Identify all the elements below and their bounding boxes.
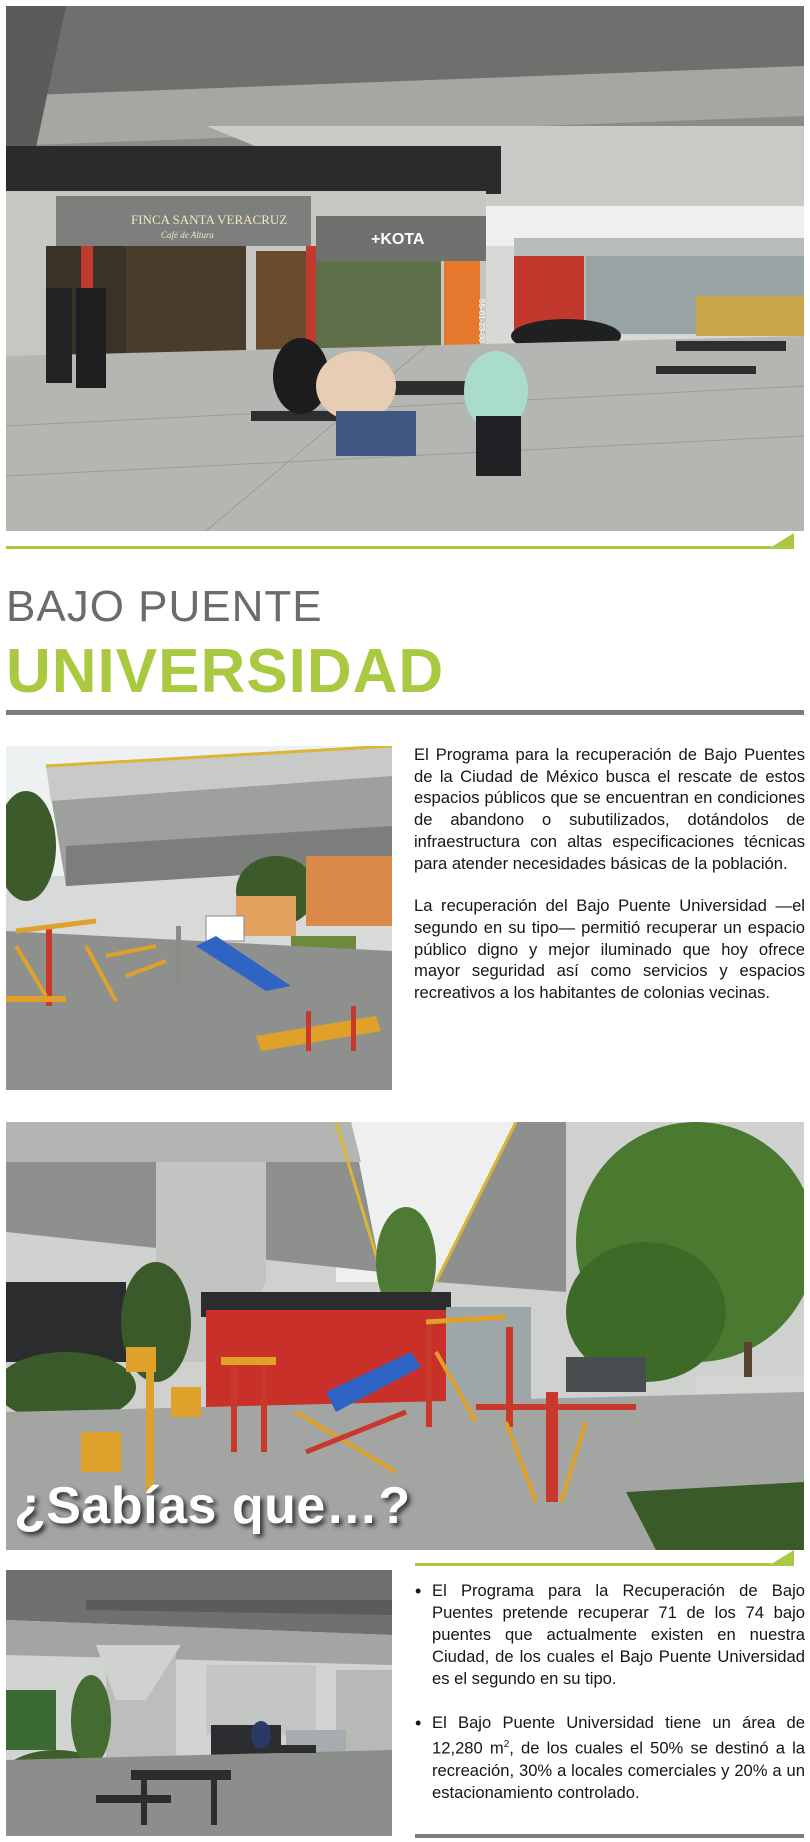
- divider-green-facts: [415, 1563, 771, 1566]
- intro-text: [414, 744, 805, 1025]
- photo-playground: [6, 746, 392, 1090]
- sign-cafe-text: FINCA SANTA VERACRUZ: [131, 212, 288, 227]
- page-title-line2: UNIVERSIDAD: [6, 637, 445, 706]
- intro-paragraph-1: El Programa para la recuperación de Bajo Puentes de la Ciudad de México busca el rescate de estos espacios públicos que se encuentran en condiciones de abandono o subutilizados, dotándolos de infraestructura con altas especificaciones técnicas para atender necesidades básicas de la población.: [414, 745, 805, 873]
- photo-playground-drawing: [6, 746, 392, 1090]
- fact-item-2-text-a: El Bajo Puente Universidad tiene un área de 12,280 m: [432, 1713, 805, 1758]
- sabias-que-heading: ¿Sabías que…?: [14, 1477, 411, 1535]
- photo-cafe-drawing: [6, 6, 804, 531]
- divider-green-facts-arrow: [768, 1550, 794, 1566]
- fact-item-2-superscript: 2: [503, 1739, 510, 1750]
- photo-tables: [6, 1570, 392, 1836]
- page-title-line1: BAJO PUENTE: [6, 582, 323, 631]
- divider-green-top-arrow: [768, 533, 794, 549]
- facts-list: [415, 1580, 805, 1826]
- sign-phone-text: 55-01-23-00: [477, 299, 486, 343]
- sign-store-text: +KOTA: [371, 231, 425, 248]
- divider-grey-title: [6, 710, 804, 715]
- intro-paragraph-2: La recuperación del Bajo Puente Universidad —el segundo en su tipo— permitió recuperar un espacio público digno y mejor iluminado que hoy ofrece mayor seguridad así como servicios y espacios recreativos a los habitantes de colonias vecinas.: [414, 896, 805, 1003]
- photo-tables-drawing: [6, 1570, 392, 1836]
- divider-green-top: [6, 546, 771, 549]
- photo-cafe-under-bridge: [6, 6, 804, 531]
- fact-item-1: [415, 1580, 805, 1690]
- sign-cafe-subtext: Café de Altura: [161, 230, 214, 240]
- fact-item-2: [415, 1712, 805, 1804]
- fact-item-2-text-b: , de los cuales el 50% se destinó a la recreación, 30% a locales comerciales y 20% a un estacionamiento controlado.: [432, 1738, 806, 1802]
- fact-item-1-text: El Programa para la Recuperación de Bajo Puentes pretende recuperar 71 de los 74 bajo puentes que actualmente existen en nuestra Ciudad, de los cuales el Bajo Puente Universidad es el segundo en su tipo.: [432, 1581, 805, 1688]
- divider-grey-bottom: [415, 1834, 804, 1838]
